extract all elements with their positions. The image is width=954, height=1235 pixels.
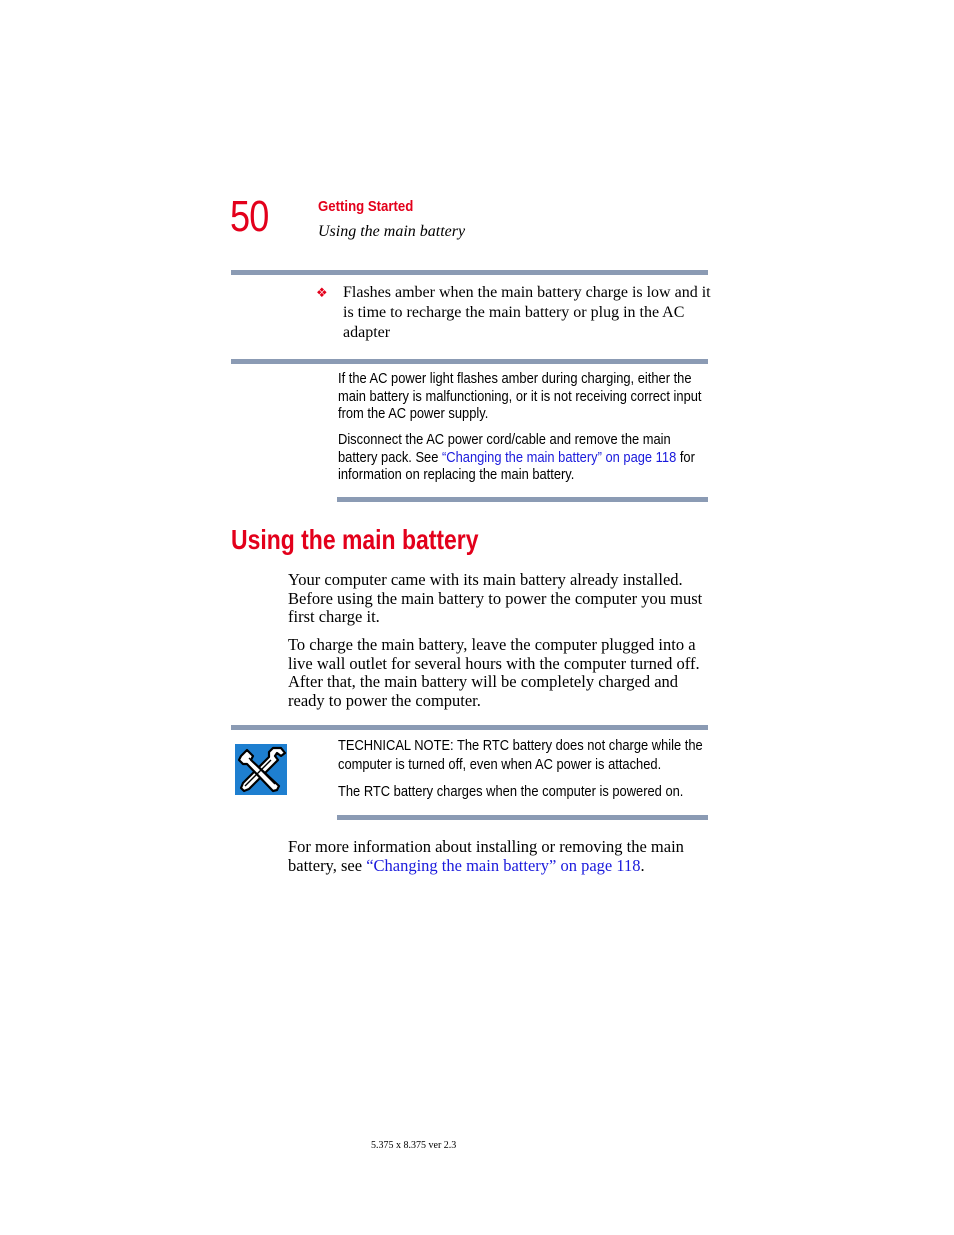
body-paragraph: To charge the main battery, leave the computer plugged into a live wall outlet for several hours with the computer turned off. After that, the main battery will be completely charged and ready to power the computer. bbox=[288, 635, 700, 711]
body-paragraph: Your computer came with its main battery already installed. Before using the main battery to power the computer you must first charge it. bbox=[288, 570, 703, 627]
wrench-tools-icon bbox=[235, 744, 287, 795]
section-subtitle: Using the main battery bbox=[318, 223, 466, 240]
changing-battery-link[interactable]: “Changing the main battery” on page 118 bbox=[366, 855, 641, 875]
divider-rule bbox=[337, 815, 708, 820]
divider-rule bbox=[231, 270, 708, 275]
note-text: for information on replacing the main battery. bbox=[338, 448, 695, 483]
section-heading: Using the main battery bbox=[231, 524, 479, 555]
note-paragraph: If the AC power light flashes amber during charging, either the main battery is malfunctioning, or it is not receiving correct input from the AC power supply. bbox=[338, 370, 702, 422]
chapter-title: Getting Started bbox=[318, 198, 414, 215]
divider-rule bbox=[337, 497, 708, 502]
body-paragraph bbox=[288, 838, 708, 875]
changing-battery-link[interactable]: “Changing the main battery” on page 118 bbox=[441, 448, 677, 466]
note-paragraph bbox=[338, 431, 708, 484]
technical-note-paragraph: The RTC battery charges when the computer is powered on. bbox=[338, 783, 684, 800]
divider-rule bbox=[231, 725, 708, 730]
technical-note-paragraph: TECHNICAL NOTE: The RTC battery does not charge while the computer is turned off, even when AC power is attached. bbox=[338, 737, 703, 773]
divider-rule bbox=[231, 359, 708, 364]
page-number: 50 bbox=[230, 192, 269, 241]
diamond-bullet-icon: ❖ bbox=[316, 285, 328, 300]
body-text: For more information about installing or removing the main battery, see bbox=[288, 837, 684, 875]
body-text: . bbox=[640, 855, 645, 875]
note-text: Disconnect the AC power cord/cable and remove the main battery pack. See bbox=[338, 431, 671, 466]
bullet-item: Flashes amber when the main battery charge is low and it is time to recharge the main battery or plug in the AC adapter bbox=[343, 284, 711, 341]
footer-version: 5.375 x 8.375 ver 2.3 bbox=[371, 1140, 457, 1151]
